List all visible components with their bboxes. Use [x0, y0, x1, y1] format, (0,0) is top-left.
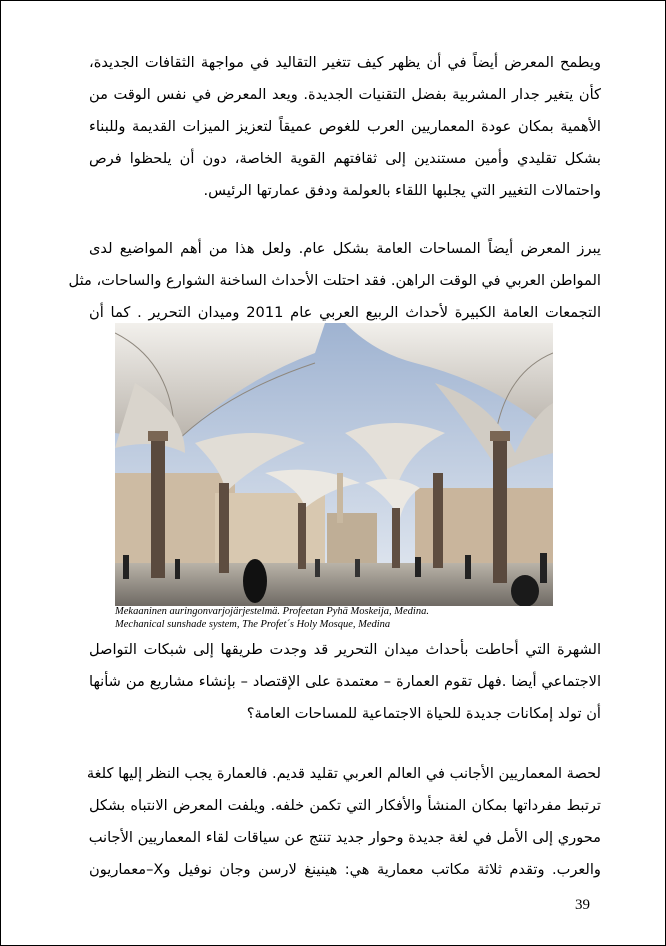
page-number: 39	[575, 897, 590, 913]
text-line: المواطن العربي في الوقت الراهن. فقد احتلت الأحداث الساخنة الشوارع والساحات، مثل	[68, 272, 601, 289]
text-line: الاجتماعي أيضا .فهل تقوم العمارة – معتمدة على الإقتصاد – بإنشاء مشاريع من شأنها	[89, 673, 601, 690]
caption-line-english: Mechanical sunshade system, The Profet´s Holy Mosque, Medina	[115, 619, 391, 630]
photo-caption	[115, 605, 575, 631]
text-line: الأهمية بمكان عودة المعماريين العرب للغوص عميقاً لتعزيز الميزات القديمة وللبناء	[89, 118, 601, 135]
text-line: واحتمالات التغيير التي يجلبها اللقاء بالعولمة ودفق عمارتها الرئيس.	[203, 182, 601, 199]
text-line: محوري إلى الأمل في لغة جديدة وحوار جديد تنتج عن سياقات لقاء المعماريين الأجانب	[88, 829, 601, 846]
paragraph-1	[89, 47, 601, 207]
text-line: الشهرة التي أحاطت بأحداث ميدان التحرير قد وجدت طريقها إلى شبكات التواصل	[89, 641, 601, 658]
text-line: أن تولد إمكانات جديدة للحياة الاجتماعية للمساحات العامة؟	[246, 705, 601, 722]
text-line: كأن يتغير جدار المشربية بفضل التقنيات الجديدة. ويعد المعرض في نفس الوقت من	[89, 86, 601, 103]
text-line: بشكل تقليدي وأمين مستندين إلى ثقافتهم القوية الخاصة، دون أن يلحظوا فرص	[89, 150, 601, 167]
paragraph-2	[68, 233, 601, 329]
caption-line-finnish: Mekaaninen auringonvarjojärjestelmä. Profeetan Pyhä Moskeija, Medina.	[115, 606, 429, 617]
text-line: ترتبط مفرداتها بمكان المنشأ والأفكار التي تكمن خلفه. ويلفت المعرض الانتباه بشكل	[89, 797, 601, 814]
text-line: يبرز المعرض أيضاً المساحات العامة بشكل عام. ولعل هذا من أهم المواضيع لدى	[89, 240, 601, 257]
text-line: والعرب. وتقدم ثلاثة مكاتب معمارية هي: هينينغ لارسن وجان نوفيل وX–معماريون	[89, 861, 601, 878]
photo-illustration	[115, 323, 553, 606]
text-line: التجمعات العامة الكبيرة لأحداث الربيع العربي عام 2011 وميدان التحرير . كما أن	[89, 304, 601, 321]
mosque-sunshade-photo	[115, 323, 553, 606]
text-line: ويطمح المعرض أيضاً في أن يظهر كيف تتغير التقاليد في مواجهة الثقافات الجديدة،	[89, 54, 601, 71]
paragraph-3	[89, 634, 601, 730]
paragraph-4	[86, 758, 601, 886]
text-line: لحصة المعماريين الأجانب في العالم العربي تقليد قديم. فالعمارة يجب النظر إليها كلغة	[86, 765, 601, 782]
